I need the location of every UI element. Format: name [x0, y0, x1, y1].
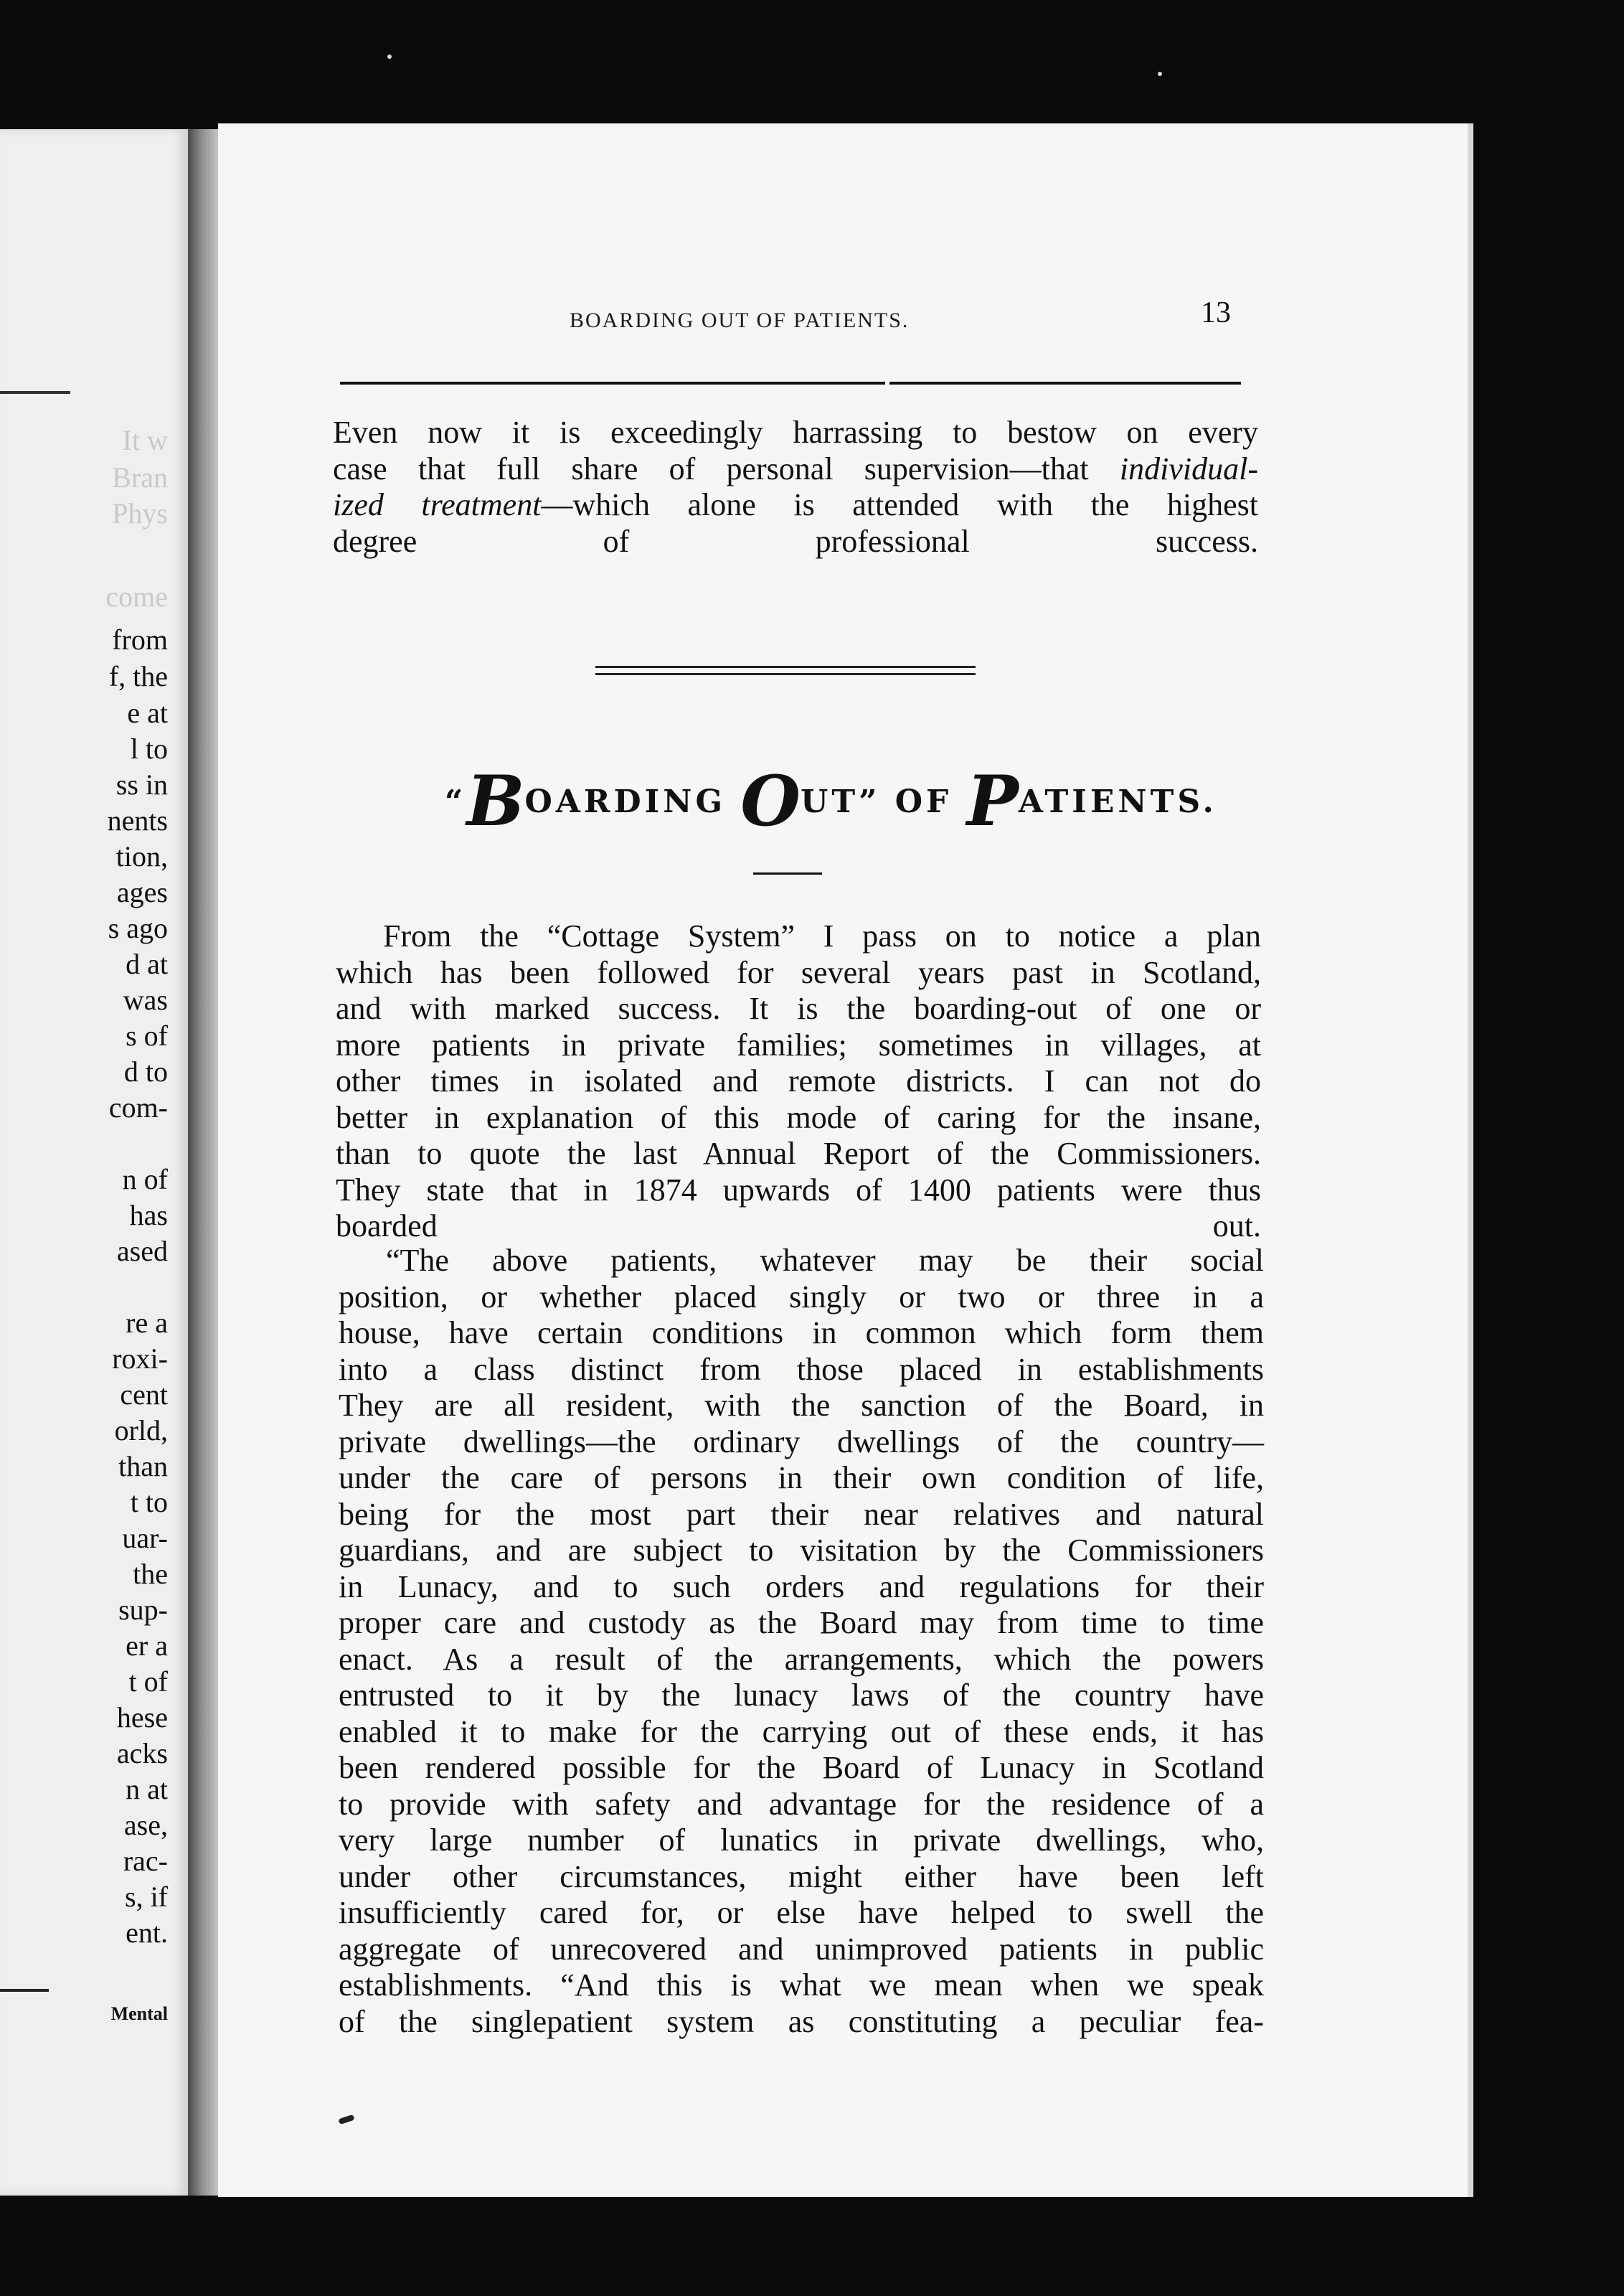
book-gutter — [188, 129, 218, 2196]
text-line: They state that in 1874 upwards of 1400 patients were thus — [336, 1172, 1261, 1208]
text-line: under other circumstances, might either have been left — [339, 1858, 1264, 1894]
title-word: OF — [880, 784, 967, 820]
text-line: in Lunacy, and to such orders and regulations for their — [339, 1568, 1264, 1604]
left-page-fragment: ased — [116, 1235, 168, 1267]
text-line — [333, 487, 1258, 524]
left-page-fragment: ase, — [123, 1809, 168, 1841]
text-line: They are all resident, with the sanction of the Board, in — [339, 1388, 1264, 1423]
title-underline — [753, 872, 822, 875]
text-line: into a class distinct from those placed in establishments — [339, 1351, 1264, 1387]
left-page-fragment: hese — [116, 1701, 168, 1733]
left-page-fragment: than — [118, 1450, 168, 1482]
left-page-fragment: d to — [123, 1055, 168, 1088]
text-run: case that full share of personal supervision—that — [333, 451, 1120, 486]
title-word: ATIENTS. — [1018, 784, 1217, 820]
text-line: very large number of lunatics in private dwellings, who, — [339, 1822, 1264, 1858]
left-page-fragment: come — [105, 580, 168, 613]
text-line: other times in isolated and remote districts. I can not do — [336, 1063, 1261, 1098]
text-line: entrusted to it by the lunacy laws of the country have — [339, 1678, 1264, 1713]
text-line: under the care of persons in their own condition of life, — [339, 1460, 1264, 1495]
text-line: establishments. “And this is what we mean when we speak — [339, 1967, 1264, 2003]
title-initial: B — [466, 761, 525, 842]
text-line: being for the most part their near relatives and natural — [339, 1496, 1264, 1532]
text-line: guardians, and are subject to visitation by the Commissioners — [339, 1533, 1264, 1568]
text-line: From the “Cottage System” I pass on to notice a plan — [383, 918, 1261, 954]
title-initial: O — [740, 761, 801, 842]
left-page-fragment: It w — [122, 424, 168, 456]
text-line: more patients in private families; sometimes in villages, at — [336, 1027, 1261, 1063]
text-line — [333, 451, 1258, 488]
book-page — [218, 123, 1468, 2197]
left-page-fragment: Bran — [112, 461, 168, 494]
text-line: than to quote the last Annual Report of the Commissioners. — [336, 1136, 1261, 1171]
left-page-fragment: orld, — [114, 1414, 168, 1446]
left-page-fragment: the — [133, 1558, 168, 1590]
left-page-fragment: uar- — [122, 1522, 168, 1554]
left-page-fragment: from — [112, 624, 168, 656]
text-line: of the singlepatient system as constituting a peculiar fea- — [339, 2003, 1264, 2039]
dust-speck — [1158, 72, 1162, 76]
title-initial: P — [966, 761, 1019, 842]
left-page-fragment: has — [129, 1199, 168, 1231]
left-page-fragment: ages — [116, 876, 168, 908]
left-page-fragment: e at — [127, 697, 168, 729]
text-line: private dwellings—the ordinary dwellings of the country— — [339, 1424, 1264, 1459]
left-page-fragment: n of — [122, 1163, 168, 1195]
left-page-fragment: com- — [108, 1091, 168, 1124]
left-page-footnote-rule — [0, 1989, 49, 1992]
title-close-quote: ” — [859, 784, 881, 820]
left-page-fragment: re a — [126, 1307, 168, 1339]
text-line: insufficiently cared for, or else have helped to swell the — [339, 1895, 1264, 1930]
page-number: 13 — [1201, 296, 1231, 329]
text-line: boarded out. — [336, 1208, 1261, 1243]
left-page-fragment: tion, — [115, 840, 168, 872]
section-title — [445, 748, 1217, 842]
title-word: UT — [800, 784, 859, 820]
left-page-fragment: s ago — [108, 912, 168, 944]
text-line: been rendered possible for the Board of Lunacy in Scotland — [339, 1750, 1264, 1785]
header-rule — [889, 382, 1241, 385]
left-page-fragment: was — [123, 984, 168, 1016]
left-facing-page — [0, 129, 188, 2196]
paragraph-cottage-system — [336, 918, 1261, 1245]
left-page-fragment: rac- — [123, 1845, 168, 1877]
left-page-fragment: er a — [126, 1629, 168, 1662]
left-page-fragment: Phys — [112, 497, 168, 530]
left-page-fragment: acks — [116, 1737, 168, 1769]
header-rule — [340, 382, 885, 385]
text-run: —which alone is attended with the highest — [541, 487, 1259, 522]
text-line: house, have certain conditions in common which form them — [339, 1315, 1264, 1350]
left-page-header-rule — [0, 391, 70, 394]
text-line: enact. As a result of the arrangements, which the powers — [339, 1641, 1264, 1677]
left-page-fragment: s, if — [125, 1881, 168, 1913]
text-line: better in explanation of this mode of caring for the insane, — [336, 1099, 1261, 1135]
left-page-fragment: t of — [128, 1665, 168, 1698]
printer-mark — [338, 2114, 354, 2125]
text-line: proper care and custody as the Board may from time to time — [339, 1605, 1264, 1640]
italic-text: individual- — [1119, 451, 1258, 486]
left-page-fragment: ss in — [115, 768, 168, 801]
text-line: to provide with safety and advantage for the residence of a — [339, 1786, 1264, 1822]
text-line: and with marked success. It is the boarding-out of one or — [336, 991, 1261, 1026]
left-page-fragment: cent — [120, 1378, 168, 1411]
section-divider — [595, 666, 976, 668]
text-line: position, or whether placed singly or two or three in a — [339, 1279, 1264, 1314]
left-page-fragment: roxi- — [112, 1342, 168, 1375]
dust-speck — [387, 55, 392, 59]
text-line: “The above patients, whatever may be their social — [386, 1243, 1264, 1278]
left-page-fragment: nents — [107, 804, 168, 837]
left-page-fragment: t to — [130, 1486, 168, 1518]
text-line: degree of professional success. — [333, 523, 1258, 559]
left-page-fragment: l to — [130, 733, 168, 765]
left-page-footnote: Mental — [110, 2003, 168, 2024]
opening-paragraph — [333, 415, 1258, 560]
text-line: enabled it to make for the carrying out of these ends, it has — [339, 1713, 1264, 1749]
left-page-fragment: sup- — [118, 1594, 168, 1626]
italic-text: ized treatment — [333, 487, 542, 522]
title-open-quote: “ — [445, 784, 467, 820]
left-page-fragment: f, the — [108, 660, 168, 692]
text-line: which has been followed for several years past in Scotland, — [336, 954, 1261, 990]
section-divider — [595, 673, 976, 675]
text-line: Even now it is exceedingly harrassing to bestow on every — [333, 415, 1258, 450]
left-page-fragment: d at — [126, 948, 168, 980]
title-word: OARDING — [524, 784, 741, 820]
paragraph-quotation — [339, 1243, 1264, 2040]
left-page-fragment: s of — [126, 1020, 168, 1052]
left-page-fragment: ent. — [126, 1916, 168, 1949]
running-head: BOARDING OUT OF PATIENTS. — [570, 309, 910, 332]
left-page-fragment: n at — [126, 1773, 168, 1805]
text-line: aggregate of unrecovered and unimproved patients in public — [339, 1931, 1264, 1967]
